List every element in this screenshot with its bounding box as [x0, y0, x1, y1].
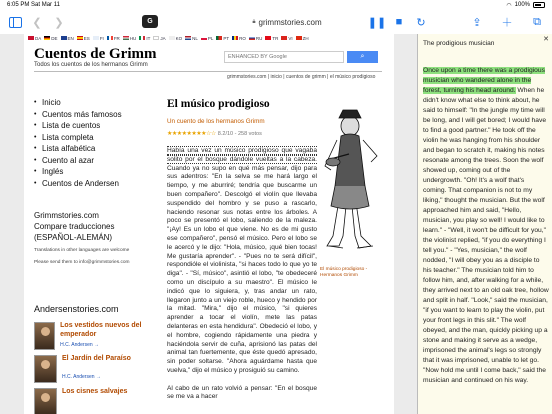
extension-button[interactable]: G: [142, 15, 158, 28]
andersen-story[interactable]: [34, 322, 169, 350]
lang-hu[interactable]: HU: [123, 36, 137, 41]
header-divider: [34, 71, 382, 72]
share-icon: ⇪: [472, 16, 482, 29]
article-text: [167, 147, 317, 402]
lang-it[interactable]: IT: [139, 36, 150, 41]
url-text: grimmstories.com: [258, 17, 322, 27]
battery-percent: 100%: [514, 2, 530, 8]
lang-nl[interactable]: NL: [185, 36, 198, 41]
andersen-story[interactable]: [34, 388, 169, 414]
stop-button[interactable]: [390, 13, 408, 31]
new-tab-button[interactable]: [498, 13, 516, 31]
compare-link[interactable]: Compare traducciones: [34, 222, 115, 231]
reader-body: When he didn't know what else to think about, he said to himself: "In the jungle my time will be long, and I will get bored; I would have to find a good partner." He took off the violin he was hanging from his shoulder and began to scratch it, making his notes resonate among the trees. Soon the wolf showed up, coming out of the undergrowth. "Oh! It's a wolf that's coming. That companion is not to my liking," thought the musician. But the wolf approached him and said, "Hello, musician, you play so well! I would like to learn." - "Well, it won't be difficult for you," the violinist replied, "if you do everything I tell you." - "Yes, musician," the wolf nodded, "I will obey you as a disciple to his teacher." The musician told him to follow him, and, after walking for a while, they arrived next to an old oak tree, hollow and split in half. "Look," said the musician, "if you want to learn to play the violin, put your front legs in this slit." The wolf obeyed, and the man, quickly picking up a stone and making it serve as a wedge, imprisoned the animal's legs so strongly that it was imprisoned, unable to let go. "Now hold me until I come back," said the musician and continued on his way.: [423, 87, 549, 384]
article-body: Cuando ya no supo en qué más pensar, dijo para sus adentros: "En la selva se me hará largo el tiempo, y me aburriré; tendría que buscarme un buen compañero". Descolgó el violín que llevaba suspendido del hombro y se puso a rascarlo, haciendo resonar sus notas entre los árboles. A poco se presentó el lobo, saliendo de la maleza. "¡Ay! Es un lobo el que viene. No es de mi gusto ese compañero", pensó el músico. Pero el lobo se le acercó y le dijo: "Hola, músico, ¡qué bien tocas! Me gustaría aprender". - "Pues no te será difícil", respondióle el violinista, "si haces todo lo que yo te diga". - "Sí, músico", asintió el lobo, "te obedeceré como un discípulo a su maestro". El músico le indicó que lo siguiera, y, tras andar un rato, llegaron junto a un viejo roble, hueco y hendido por la mitad. "Mira," dijo el músico, "si quieres aprender a tocar el violín, mete las patas delanteras en esta hendidura". Obedeció el lobo, y el hombre, cogiendo rápidamente una piedra y haciéndola servir de cuña, aprisionó las patas del animal tan fuertemente, que éste quedó apresado, sin poder soltarse. "Ahora aguárdame hasta que vuelva," dijo el músico y prosiguió su camino.: [167, 164, 317, 374]
share-button[interactable]: [468, 13, 486, 31]
sidebar-toggle-button[interactable]: [6, 13, 24, 31]
chevron-right-icon: ❯: [54, 16, 64, 29]
close-icon: ✕: [543, 36, 549, 43]
breadcrumb[interactable]: grimmstories.com | inicio | cuentos de grimm | el músico prodigioso: [227, 74, 376, 80]
side-links: [34, 210, 154, 266]
grimm-link[interactable]: Grimmstories.com: [34, 211, 99, 220]
translations-note: Translations in other languages are welcome: [34, 248, 130, 253]
reader-text: [423, 66, 549, 386]
story-title[interactable]: El Jardín del Paraíso: [62, 355, 131, 362]
lang-ko[interactable]: KO: [169, 36, 183, 41]
story-title[interactable]: Los vestidos nuevos del emperador: [60, 322, 142, 338]
tab-overview-button[interactable]: [528, 13, 546, 31]
lang-tr[interactable]: TR: [265, 36, 278, 41]
nav-item-famosos[interactable]: • Cuentos más famosos: [34, 109, 122, 121]
lang-pl[interactable]: PL: [201, 36, 214, 41]
language-bar: [24, 34, 394, 42]
wifi-icon: ◠: [506, 2, 512, 9]
plus-icon: ＋: [501, 17, 513, 29]
tabs-icon: ⧉: [533, 15, 541, 28]
andersen-story[interactable]: [34, 355, 169, 383]
chevron-left-icon: ❮: [32, 16, 42, 29]
lang-ro[interactable]: RO: [232, 36, 246, 41]
nav-item-lista[interactable]: • Lista de cuentos: [34, 120, 122, 132]
lang-es[interactable]: ES: [77, 36, 90, 41]
nav-item-completa[interactable]: • Lista completa: [34, 132, 122, 144]
stars-icon[interactable]: ★★★★★★★★☆☆: [167, 131, 216, 137]
compare-lang-link[interactable]: (ESPAÑOL-ALEMÁN): [34, 233, 113, 242]
reader-highlight: Once upon a time there was a prodigious musician who wandered alone in the forest, turning his head around.: [423, 67, 545, 94]
rating[interactable]: [167, 130, 262, 137]
story-thumbnail: [34, 322, 55, 350]
nav-item-andersen[interactable]: • Cuentos de Andersen: [34, 178, 122, 190]
article-next-paragraph: Al cabo de un rato volvió a pensar: "En el bosque se me va a hacer: [167, 384, 317, 401]
status-bar: [0, 0, 552, 10]
illustration-caption: El músico prodigioso - Hermanos Grimm: [320, 267, 368, 278]
lang-zh[interactable]: ZH: [296, 36, 309, 41]
lang-ja[interactable]: JA: [153, 36, 165, 41]
story-author[interactable]: H.C. Andersen →: [60, 342, 100, 348]
lang-ru[interactable]: RU: [249, 36, 263, 41]
lang-vi[interactable]: VI: [281, 36, 292, 41]
story-thumbnail: [34, 388, 57, 414]
email-note: Please send them to info@grimmstories.com: [34, 260, 130, 265]
lang-pt[interactable]: PT: [216, 36, 229, 41]
close-sidebar-button[interactable]: [543, 35, 549, 43]
search-input[interactable]: ENHANCED BY Google: [224, 51, 344, 63]
article-first-sentence: Había una vez un músico prodigioso que vagaba solito por el bosque dándole vueltas a la cabeza.: [167, 147, 317, 163]
stop-icon: ■: [395, 16, 403, 28]
lock-icon: 🔒︎: [252, 18, 256, 25]
page: [24, 34, 394, 414]
pause-icon: ❚❚: [367, 16, 387, 29]
back-button[interactable]: [28, 13, 46, 31]
lang-en[interactable]: EN: [61, 36, 74, 41]
nav-item-inicio[interactable]: • Inicio: [34, 97, 122, 109]
story-title[interactable]: Los cisnes salvajes: [62, 388, 128, 395]
lang-de[interactable]: DE: [44, 36, 57, 41]
nav-item-alfabetica[interactable]: • Lista alfabética: [34, 143, 122, 155]
andersen-heading[interactable]: Andersenstories.com: [34, 304, 119, 314]
nav-item-ingles[interactable]: • Inglés: [34, 166, 122, 178]
rating-text: 8.2/10 - 258 votos: [217, 130, 262, 137]
browser-toolbar: [0, 10, 552, 34]
lang-fr[interactable]: FR: [107, 36, 120, 41]
pause-button[interactable]: [368, 13, 386, 31]
site-title[interactable]: Cuentos de Grimm: [34, 46, 157, 62]
translation-sidebar: [418, 34, 552, 414]
lang-da[interactable]: DA: [28, 36, 41, 41]
site-subtitle: Todos los cuentos de los hermanos Grimm: [34, 62, 148, 68]
nav-item-azar[interactable]: • Cuento al azar: [34, 155, 122, 167]
main-nav: [34, 97, 122, 189]
lang-fi[interactable]: FI: [93, 36, 104, 41]
musician-illustration: [319, 96, 382, 266]
battery-icon: [533, 2, 545, 8]
article-title: El músico prodigioso: [167, 98, 270, 110]
search-icon: ⌕: [360, 53, 365, 60]
article-subtitle: Un cuento de los hermanos Grimm: [167, 118, 265, 125]
reader-title: The prodigious musician: [423, 40, 495, 47]
status-right: [506, 2, 545, 9]
story-thumbnail: [34, 355, 57, 383]
forward-button[interactable]: [50, 13, 68, 31]
search-button[interactable]: [347, 51, 378, 63]
status-time: 6:05 PM Sat Mar 11: [7, 2, 60, 8]
reload-icon: ↻: [416, 16, 426, 29]
story-author[interactable]: H.C. Andersen →: [62, 373, 101, 380]
sidebar-icon: [9, 17, 22, 28]
web-content: [0, 34, 417, 414]
reload-button[interactable]: [412, 13, 430, 31]
